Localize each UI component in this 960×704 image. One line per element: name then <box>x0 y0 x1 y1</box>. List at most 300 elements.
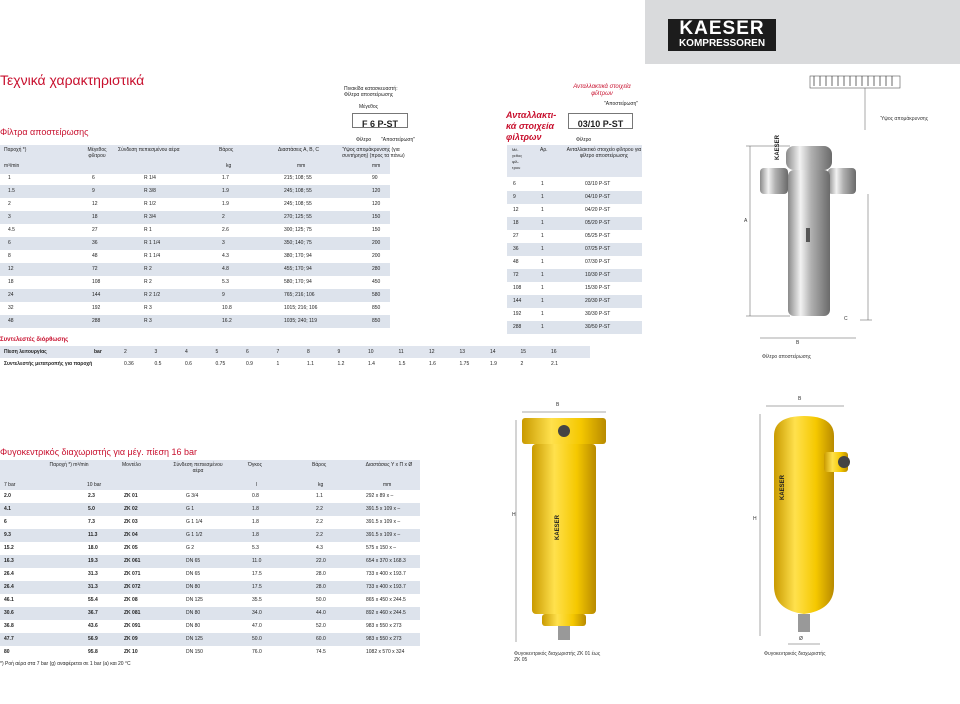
rp-row <box>507 256 642 269</box>
replacement-heading: Ανταλλακτι-κά στοιχεία φίλτρων <box>506 110 557 142</box>
filters-table <box>0 172 390 328</box>
coef-factor-cell: 1.1 <box>307 361 314 367</box>
filter-cell: 580; 170; 94 <box>284 279 312 285</box>
coef-pressure-cell: 5 <box>215 349 219 355</box>
cy-h-flow: Παροχή *) m³/min <box>49 462 89 468</box>
coef-pressure-cell: 8 <box>307 349 310 355</box>
coef-row-pressure <box>0 346 590 358</box>
cy-cell: 17.5 <box>252 571 262 577</box>
cy-cell: DN 65 <box>186 558 201 564</box>
coef-factor-cell: 0.75 <box>215 361 226 367</box>
cy-cell: 50.0 <box>252 636 262 642</box>
coef-unit: bar <box>94 349 102 355</box>
filter-cell: 120 <box>372 188 381 194</box>
filter-row <box>0 198 390 211</box>
cy-cell: ZK 05 <box>124 545 138 551</box>
cy-cell: 36.8 <box>4 623 14 629</box>
cy-cell: G 1 <box>186 506 195 512</box>
cy-cell: 865 x 450 x 244.5 <box>366 597 406 603</box>
rp-cell: 30/50 P-ST <box>585 324 611 330</box>
coef-factor-cell: 1.4 <box>368 361 375 367</box>
cy-cell: ZK 04 <box>124 532 138 538</box>
cy-cell: 391.5 x 109 x – <box>366 519 401 525</box>
rp-row <box>507 308 642 321</box>
sterile-mark: KAESER <box>775 134 781 160</box>
filter-cell: 18 <box>92 214 98 220</box>
cy-cell: 17.5 <box>252 584 262 590</box>
rp-row <box>507 217 642 230</box>
filter-cell: 48 <box>8 318 14 324</box>
cyclone-small-image <box>510 406 620 646</box>
rp-cell: 30/30 P-ST <box>585 311 611 317</box>
filter-cell: 4.3 <box>222 253 229 259</box>
rp-row <box>507 204 642 217</box>
filter-cell: 16.2 <box>222 318 232 324</box>
filter-cell: 24 <box>8 292 14 298</box>
coef-pressure-cell: 4 <box>185 349 188 355</box>
filter-cell: 2.6 <box>222 227 229 233</box>
cy-cell: 654 x 370 x 168.3 <box>366 558 406 564</box>
cy-h-d-unit: mm <box>383 482 392 488</box>
cyclone2-mark: KAESER <box>780 474 786 500</box>
rp-cell: 144 <box>513 298 522 304</box>
filter-cell: 72 <box>92 266 98 272</box>
cy2-dim-o: Ø <box>799 636 803 642</box>
filter-cell: R 2 1/2 <box>144 292 161 298</box>
filter-cell: 6 <box>92 175 95 181</box>
h-dims: Διαστάσεις Α, Β, C <box>278 147 320 153</box>
cy-cell: 52.0 <box>316 623 326 629</box>
cy-cell: 983 x 550 x 273 <box>366 623 402 629</box>
filter-cell: 120 <box>372 201 381 207</box>
cy-cell: 34.0 <box>252 610 262 616</box>
filter-cell: 36 <box>92 240 98 246</box>
filter-cell: 215; 108; 55 <box>284 175 312 181</box>
cy-cell: ZK 03 <box>124 519 138 525</box>
cy-h-7bar: 7 bar <box>4 482 16 488</box>
cy-h-w-unit: kg <box>318 482 324 488</box>
cyclone-large-image <box>752 400 862 650</box>
page-title: Τεχνικά χαρακτηριστικά <box>0 72 145 88</box>
filter-cell: 580 <box>372 292 381 298</box>
filter-row <box>0 185 390 198</box>
cy-cell: 28.0 <box>316 584 326 590</box>
coef-pressure-cell: 6 <box>246 349 249 355</box>
filter-row <box>0 315 390 328</box>
rp-cell: 18 <box>513 220 519 226</box>
filter-cell: 3 <box>8 214 11 220</box>
cy-cell: G 3/4 <box>186 493 199 499</box>
cy-row <box>0 529 420 542</box>
filters-header-bar <box>0 145 390 174</box>
coef-pressure-cell: 11 <box>398 349 404 355</box>
filter-cell: 9 <box>92 188 95 194</box>
rp-cell: 9 <box>513 194 516 200</box>
filter-cell: R 2 <box>144 266 152 272</box>
filter-cell: 144 <box>92 292 101 298</box>
filter-row <box>0 172 390 185</box>
coef-factor-cell: 1.5 <box>398 361 406 367</box>
cy-cell: 733 x 400 x 193.7 <box>366 571 406 577</box>
rp-cell: 20/30 P-ST <box>585 298 611 304</box>
cy-cell: DN 125 <box>186 597 203 603</box>
cy-cell: 74.5 <box>316 649 326 655</box>
filter-cell: 150 <box>372 214 381 220</box>
rp-cell: 36 <box>513 246 519 252</box>
filter-cell: R 3 <box>144 305 152 311</box>
rp-h-size: Μέ-γεθος φίλ-τρου <box>512 147 523 170</box>
cy-cell: 28.0 <box>316 571 326 577</box>
filter-cell: 9 <box>222 292 225 298</box>
cy-cell: 575 x 150 x – <box>366 545 397 551</box>
filter-cell: R 3/4 <box>144 214 156 220</box>
rp-row <box>507 295 642 308</box>
cy-cell: 30.6 <box>4 610 14 616</box>
logo-name: KAESER <box>679 18 765 39</box>
footnote: *) Ροή αέρα στα 7 bar (g) αναφέρεται σε 1 bar (a) και 20 °C <box>0 661 131 667</box>
cy-cell: 16.3 <box>4 558 14 564</box>
rp-cell: 04/20 P-ST <box>585 207 611 213</box>
rp-cell: 1 <box>541 311 544 317</box>
coef-factor-cell: 1.75 <box>459 361 470 367</box>
nameplate-steril: "Αποστείρωση" <box>381 137 416 143</box>
cy-cell: 56.9 <box>88 636 98 642</box>
cy-h-weight: Βάρος <box>312 462 327 468</box>
filter-cell: 192 <box>92 305 101 311</box>
filter-cell: 300; 125; 75 <box>284 227 312 233</box>
filter-cell: 200 <box>372 240 381 246</box>
h-conn: Σύνδεση πεπιεσμένου αέρα <box>118 147 180 153</box>
cy-cell: 11.3 <box>88 532 98 538</box>
coef-label-pressure: Πίεση λειτουργίας <box>4 349 47 355</box>
rp-cell: 1 <box>541 233 544 239</box>
coef-factor-cell: 0.5 <box>154 361 162 367</box>
h-removal-unit: mm <box>372 163 381 169</box>
rp-cell: 1 <box>541 220 544 226</box>
cy-cell: 2.2 <box>316 532 323 538</box>
cy-h-volume: Όγκος <box>248 462 263 468</box>
filter-row <box>0 250 390 263</box>
cy-cell: ZK 071 <box>124 571 141 577</box>
cy-cell: 0.8 <box>252 493 259 499</box>
cy-row <box>0 646 420 659</box>
rp-cell: 1 <box>541 272 544 278</box>
filter-row <box>0 237 390 250</box>
rp-cell: 1 <box>541 246 544 252</box>
rp-cell: 04/10 P-ST <box>585 194 611 200</box>
rp-cell: 27 <box>513 233 519 239</box>
cy-cell: 50.0 <box>316 597 326 603</box>
h-dims-unit: mm <box>297 163 306 169</box>
h-removal: Ύψος απομάκρυνσης (για συντήρηση) (προς τα πάνω) <box>342 147 405 159</box>
cy-cell: 6 <box>4 519 7 525</box>
coef-factor-cell: 1.6 <box>429 361 436 367</box>
rp-cell: 1 <box>541 181 544 187</box>
coef-pressure-cell: 15 <box>520 349 527 355</box>
filter-cell: 1.7 <box>222 175 229 181</box>
cy-cell: ZK 08 <box>124 597 138 603</box>
h-weight: Βάρος <box>219 147 234 153</box>
rp-h-elem: Ανταλλακτικό στοιχείο φίλτρου για φίλτρο αποστείρωσης <box>566 147 642 159</box>
filter-cell: 765; 216; 106 <box>284 292 315 298</box>
cy-cell: ZK 09 <box>124 636 138 642</box>
cy-cell: ZK 02 <box>124 506 138 512</box>
coef-factor-cell: 1.2 <box>337 361 345 367</box>
cy-cell: 26.4 <box>4 584 14 590</box>
filter-cell: R 1/2 <box>144 201 156 207</box>
cy-cell: 1.8 <box>252 519 259 525</box>
coef-factor-cell: 0.6 <box>185 361 192 367</box>
rp-cell: 6 <box>513 181 516 187</box>
filters-heading: Φίλτρα αποστείρωσης <box>0 127 89 137</box>
rp-cell: 15/30 P-ST <box>585 285 611 291</box>
cy-row <box>0 620 420 633</box>
cy-cell: ZK 10 <box>124 649 138 655</box>
cy-cell: G 2 <box>186 545 195 551</box>
filter-row <box>0 211 390 224</box>
cy-cell: ZK 01 <box>124 493 138 499</box>
filter-cell: 288 <box>92 318 101 324</box>
cy-cell: 44.0 <box>316 610 326 616</box>
filter-cell: 850 <box>372 305 381 311</box>
cy-cell: DN 80 <box>186 623 201 629</box>
filter-cell: 1.9 <box>222 201 229 207</box>
correction-heading: Συντελεστές διόρθωσης <box>0 337 69 343</box>
filter-cell: 150 <box>372 227 381 233</box>
filter-cell: 245; 108; 55 <box>284 188 312 194</box>
cyclone-table <box>0 490 420 659</box>
cy-cell: ZK 072 <box>124 584 141 590</box>
cy-cell: 2.2 <box>316 519 323 525</box>
rp-cell: 1 <box>541 285 544 291</box>
cy-cell: 43.6 <box>88 623 98 629</box>
cy-cell: 47.0 <box>252 623 262 629</box>
cy-row <box>0 568 420 581</box>
logo-sub: KOMPRESSOREN <box>678 38 766 49</box>
filter-cell: 280 <box>372 266 381 272</box>
cy-cell: 95.8 <box>88 649 98 655</box>
rp-cell: 1 <box>541 259 544 265</box>
cy-cell: 292 x 89 x – <box>366 493 394 499</box>
cy-cell: 36.7 <box>88 610 98 616</box>
cy-cell: 76.0 <box>252 649 262 655</box>
rp-cell: 1 <box>541 194 544 200</box>
coef-factor-cell: 1 <box>276 361 280 367</box>
cy-cell: ZK 061 <box>124 558 141 564</box>
cy-row <box>0 607 420 620</box>
cy-cell: 7.3 <box>88 519 95 525</box>
rp-cell: 1 <box>541 207 544 213</box>
filter-row <box>0 289 390 302</box>
cy-cell: DN 150 <box>186 649 203 655</box>
cyclone-heading: Φυγοκεντρικός διαχωριστής για μέγ. πίεση 16 bar <box>0 447 198 457</box>
cy-cell: 892 x 460 x 244.5 <box>366 610 406 616</box>
cy-row <box>0 555 420 568</box>
cy-row <box>0 490 420 503</box>
dim-c: C <box>844 316 848 322</box>
filter-cell: 12 <box>8 266 14 272</box>
coef-pressure-cell: 12 <box>429 349 435 355</box>
coef-pressure-cell: 14 <box>490 349 496 355</box>
cy-h-10bar: 10 bar <box>87 482 102 488</box>
cy-cell: 35.5 <box>252 597 262 603</box>
cy-cell: 80 <box>4 649 10 655</box>
cy-row <box>0 594 420 607</box>
filter-cell: 1.5 <box>8 188 15 194</box>
rp-row <box>507 243 642 256</box>
filter-cell: 12 <box>92 201 98 207</box>
filter-cell: 4.5 <box>8 227 15 233</box>
cy-cell: G 1 1/4 <box>186 519 203 525</box>
filter-cell: R 1 1/4 <box>144 253 161 259</box>
coef-pressure-cell: 9 <box>337 349 341 355</box>
filter-cell: 48 <box>92 253 98 259</box>
filter-cell: R 1 <box>144 227 152 233</box>
coef-pressure-cell: 3 <box>154 349 158 355</box>
correction-table <box>0 346 590 370</box>
rp-cell: 72 <box>513 272 519 278</box>
cy2-dim-h: H <box>753 516 757 522</box>
filter-cell: 350; 140; 75 <box>284 240 312 246</box>
filter-cell: R 1/4 <box>144 175 156 181</box>
cy-cell: 2.0 <box>4 493 11 499</box>
cy-row <box>0 542 420 555</box>
rp-cell: 1 <box>541 324 544 330</box>
filter-cell: 850 <box>372 318 381 324</box>
coef-pressure-cell: 7 <box>276 349 280 355</box>
filter-cell: 27 <box>92 227 98 233</box>
cy-cell: DN 80 <box>186 584 201 590</box>
kaeser-logo <box>668 19 776 51</box>
cy-cell: 46.1 <box>4 597 14 603</box>
filter-cell: 10.8 <box>222 305 232 311</box>
nameplate-top2: Φίλτρα αποστείρωσης <box>344 92 394 98</box>
nameplate-top: Πινακίδα κατασκευαστή: <box>344 86 398 92</box>
cy-cell: 60.0 <box>316 636 326 642</box>
cy-cell: 31.3 <box>88 571 98 577</box>
cyclone2-caption: Φυγοκεντρικός διαχωριστής <box>764 651 826 657</box>
dim-a: A <box>744 218 748 224</box>
filter-row <box>0 302 390 315</box>
filter-cell: 380; 170; 94 <box>284 253 312 259</box>
filter-cell: 1015; 216; 106 <box>284 305 318 311</box>
cy-h-conn: Σύνδεση πεπιεσμένου αέρα <box>173 462 223 474</box>
rp-cell: 05/20 P-ST <box>585 220 611 226</box>
rp-plate-filter: Φίλτρο <box>576 137 592 143</box>
sterile-filter-image <box>720 70 960 370</box>
cy-cell: 4.1 <box>4 506 11 512</box>
coef-pressure-cell: 13 <box>459 349 466 355</box>
cy-cell: 5.0 <box>88 506 95 512</box>
filter-caption: Φίλτρο αποστείρωσης <box>762 354 812 360</box>
rp-plate-top: Ανταλλακτικά στοιχεία φίλτρων <box>573 84 631 97</box>
cy-cell: 18.0 <box>88 545 98 551</box>
filter-cell: 5.3 <box>222 279 229 285</box>
cy-cell: 1.8 <box>252 506 259 512</box>
rp-cell: 1 <box>541 298 544 304</box>
filter-cell: 200 <box>372 253 381 259</box>
rp-cell: 03/10 P-ST <box>585 181 611 187</box>
coef-pressure-cell: 10 <box>368 349 374 355</box>
h-size: Μέγεθος φίλτρου <box>87 147 107 159</box>
filter-cell: 1035; 240; 119 <box>284 318 317 324</box>
coef-pressure-cell: 16 <box>551 349 557 355</box>
filter-cell: R 1 1/4 <box>144 240 161 246</box>
filter-cell: R 3 <box>144 318 152 324</box>
cy-cell: 1082 x 570 x 324 <box>366 649 405 655</box>
h-flow-unit: m³/min <box>4 163 20 169</box>
nameplate-size: Μέγεθος <box>359 104 379 110</box>
cyclone1-mark: KAESER <box>555 514 561 540</box>
cy-cell: 26.4 <box>4 571 14 577</box>
cy-cell: 22.0 <box>316 558 326 564</box>
rp-cell: 12 <box>513 207 519 213</box>
filter-cell: 450 <box>372 279 381 285</box>
filter-row <box>0 224 390 237</box>
nameplate-box <box>352 113 408 128</box>
nameplate-filter: Φίλτρο <box>356 137 372 143</box>
cy1-dim-b: B <box>556 402 560 408</box>
filter-cell: 2 <box>222 214 225 220</box>
filter-cell: 18 <box>8 279 14 285</box>
cy-cell: DN 80 <box>186 610 201 616</box>
coef-label-factor: Συντελεστής μετατροπής για παροχή <box>4 361 93 367</box>
cyclone1-caption: Φυγοκεντρικός διαχωριστής ZK 01 έως ZK 05 <box>514 651 601 663</box>
filter-cell: 2 <box>8 201 11 207</box>
dim-b: B <box>796 340 800 346</box>
rp-plate-steril: "Αποστείρωση" <box>604 101 639 107</box>
coef-pressure-cell: 2 <box>124 349 127 355</box>
rp-cell: 192 <box>513 311 522 317</box>
cy-cell: ZK 081 <box>124 610 141 616</box>
filter-row <box>0 263 390 276</box>
rp-cell: 48 <box>513 259 519 265</box>
filter-cell: 4.8 <box>222 266 229 272</box>
rp-row <box>507 321 642 334</box>
rp-plate-box <box>568 113 633 129</box>
cy2-dim-b: B <box>798 396 802 402</box>
rp-cell: 07/25 P-ST <box>585 246 611 252</box>
coef-factor-cell: 0.9 <box>246 361 253 367</box>
cy-cell: 391.5 x 109 x – <box>366 532 401 538</box>
filter-cell: 108 <box>92 279 101 285</box>
rp-row <box>507 230 642 243</box>
filter-cell: 32 <box>8 305 14 311</box>
rp-row <box>507 269 642 282</box>
nameplate-code: F 6 P-ST <box>361 119 398 129</box>
cy-row <box>0 633 420 646</box>
removal-label: Ύψος απομάκρυνσης <box>880 116 929 122</box>
filter-cell: 270; 125; 55 <box>284 214 312 220</box>
cy-cell: 47.7 <box>4 636 14 642</box>
cy-cell: 11.0 <box>252 558 262 564</box>
rp-h-no: Αρ. <box>540 147 548 153</box>
cy-h-model: Μοντέλο <box>122 462 141 468</box>
filter-cell: 1.9 <box>222 188 229 194</box>
cy-cell: DN 125 <box>186 636 203 642</box>
cy-h-dims: Διαστάσεις Υ x Π x Ø <box>365 462 413 468</box>
rp-cell: 07/30 P-ST <box>585 259 611 265</box>
filter-cell: 8 <box>8 253 11 259</box>
rp-cell: 10/30 P-ST <box>585 272 611 278</box>
rp-plate-code: 03/10 P-ST <box>577 119 624 129</box>
rp-row <box>507 191 642 204</box>
cy1-dim-h: H <box>512 512 516 518</box>
cy-row <box>0 581 420 594</box>
filter-cell: 90 <box>372 175 378 181</box>
cy-cell: DN 65 <box>186 571 201 577</box>
rp-cell: 288 <box>513 324 522 330</box>
